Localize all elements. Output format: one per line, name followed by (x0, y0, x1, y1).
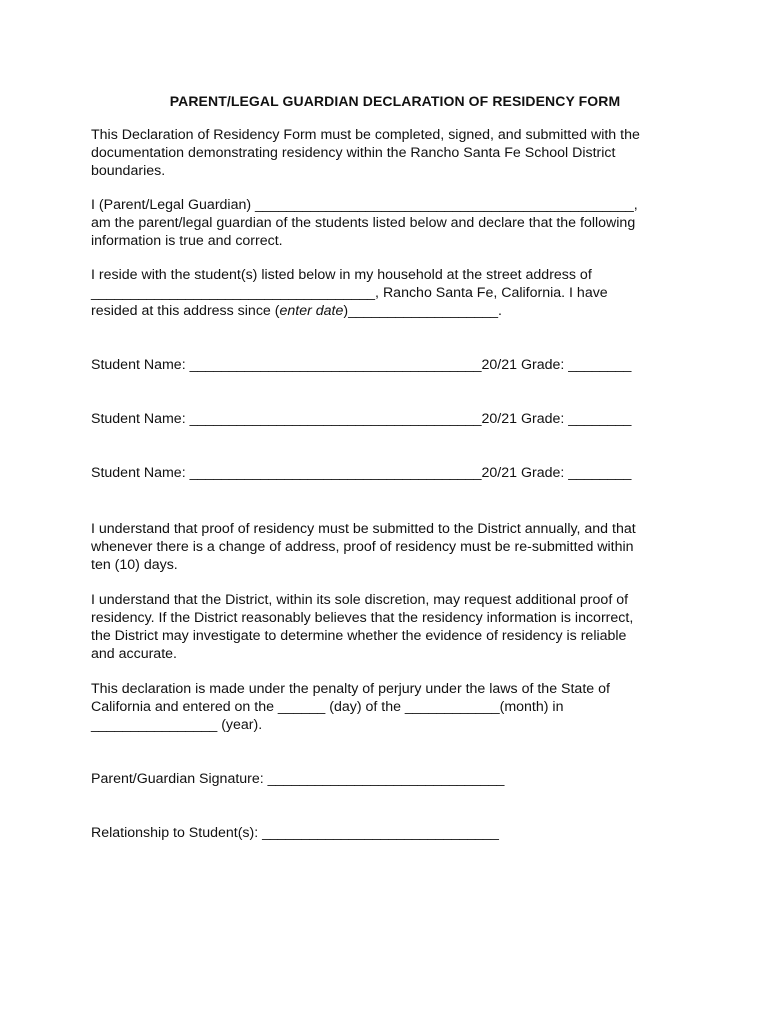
annual-proof-paragraph (91, 520, 691, 574)
guardian-paragraph (91, 196, 691, 250)
signature-field[interactable]: Parent/Guardian Signature: ______________________________ (91, 771, 505, 787)
guardian-line: information is true and correct. (91, 233, 283, 249)
discretion-line: and accurate. (91, 646, 177, 662)
guardian-name-field[interactable]: I (Parent/Legal Guardian) ________________________________________________, (91, 197, 638, 213)
address-line: resided at this address since ( (91, 303, 280, 319)
relationship-field[interactable]: Relationship to Student(s): ______________________________ (91, 825, 499, 841)
discretion-line: residency. If the District reasonably believes that the residency information is incorrect, (91, 610, 634, 626)
student-entry-3[interactable]: Student Name: _____________________________________20/21 Grade: ________ (91, 465, 632, 481)
intro-line: documentation demonstrating residency within the Rancho Santa Fe School District (91, 145, 616, 161)
guardian-line: am the parent/legal guardian of the students listed below and declare that the following (91, 215, 636, 231)
perjury-paragraph (91, 680, 691, 734)
student-entry-2[interactable]: Student Name: _____________________________________20/21 Grade: ________ (91, 411, 632, 427)
discretion-line: the District may investigate to determine whether the evidence of residency is reliable (91, 628, 627, 644)
annual-line: whenever there is a change of address, proof of residency must be re-submitted within (91, 539, 634, 555)
enter-date-hint: enter date (279, 303, 344, 319)
residence-date-field[interactable]: )___________________. (343, 303, 502, 319)
intro-paragraph (91, 126, 691, 180)
date-year-field[interactable]: ________________ (year). (91, 717, 263, 733)
address-line: I reside with the student(s) listed below in my household at the street address of (91, 267, 592, 283)
student-entry-1[interactable]: Student Name: _____________________________________20/21 Grade: ________ (91, 357, 632, 373)
form-title: PARENT/LEGAL GUARDIAN DECLARATION OF RESIDENCY FORM (169, 93, 621, 109)
discretion-line: I understand that the District, within its sole discretion, may request additional proof of (91, 592, 629, 608)
intro-line: boundaries. (91, 163, 166, 179)
annual-line: I understand that proof of residency must be submitted to the District annually, and that (91, 521, 636, 537)
perjury-line: This declaration is made under the penalty of perjury under the laws of the State of (91, 681, 610, 697)
discretion-paragraph (91, 591, 691, 663)
date-day-month-field[interactable]: California and entered on the ______ (day) of the ____________(month) in (91, 699, 564, 715)
address-paragraph (91, 266, 691, 320)
annual-line: ten (10) days. (91, 557, 178, 573)
intro-line: This Declaration of Residency Form must be completed, signed, and submitted with the (91, 127, 640, 143)
street-address-field[interactable]: ____________________________________, Rancho Santa Fe, California. I have (91, 285, 608, 301)
form-body (91, 92, 691, 842)
